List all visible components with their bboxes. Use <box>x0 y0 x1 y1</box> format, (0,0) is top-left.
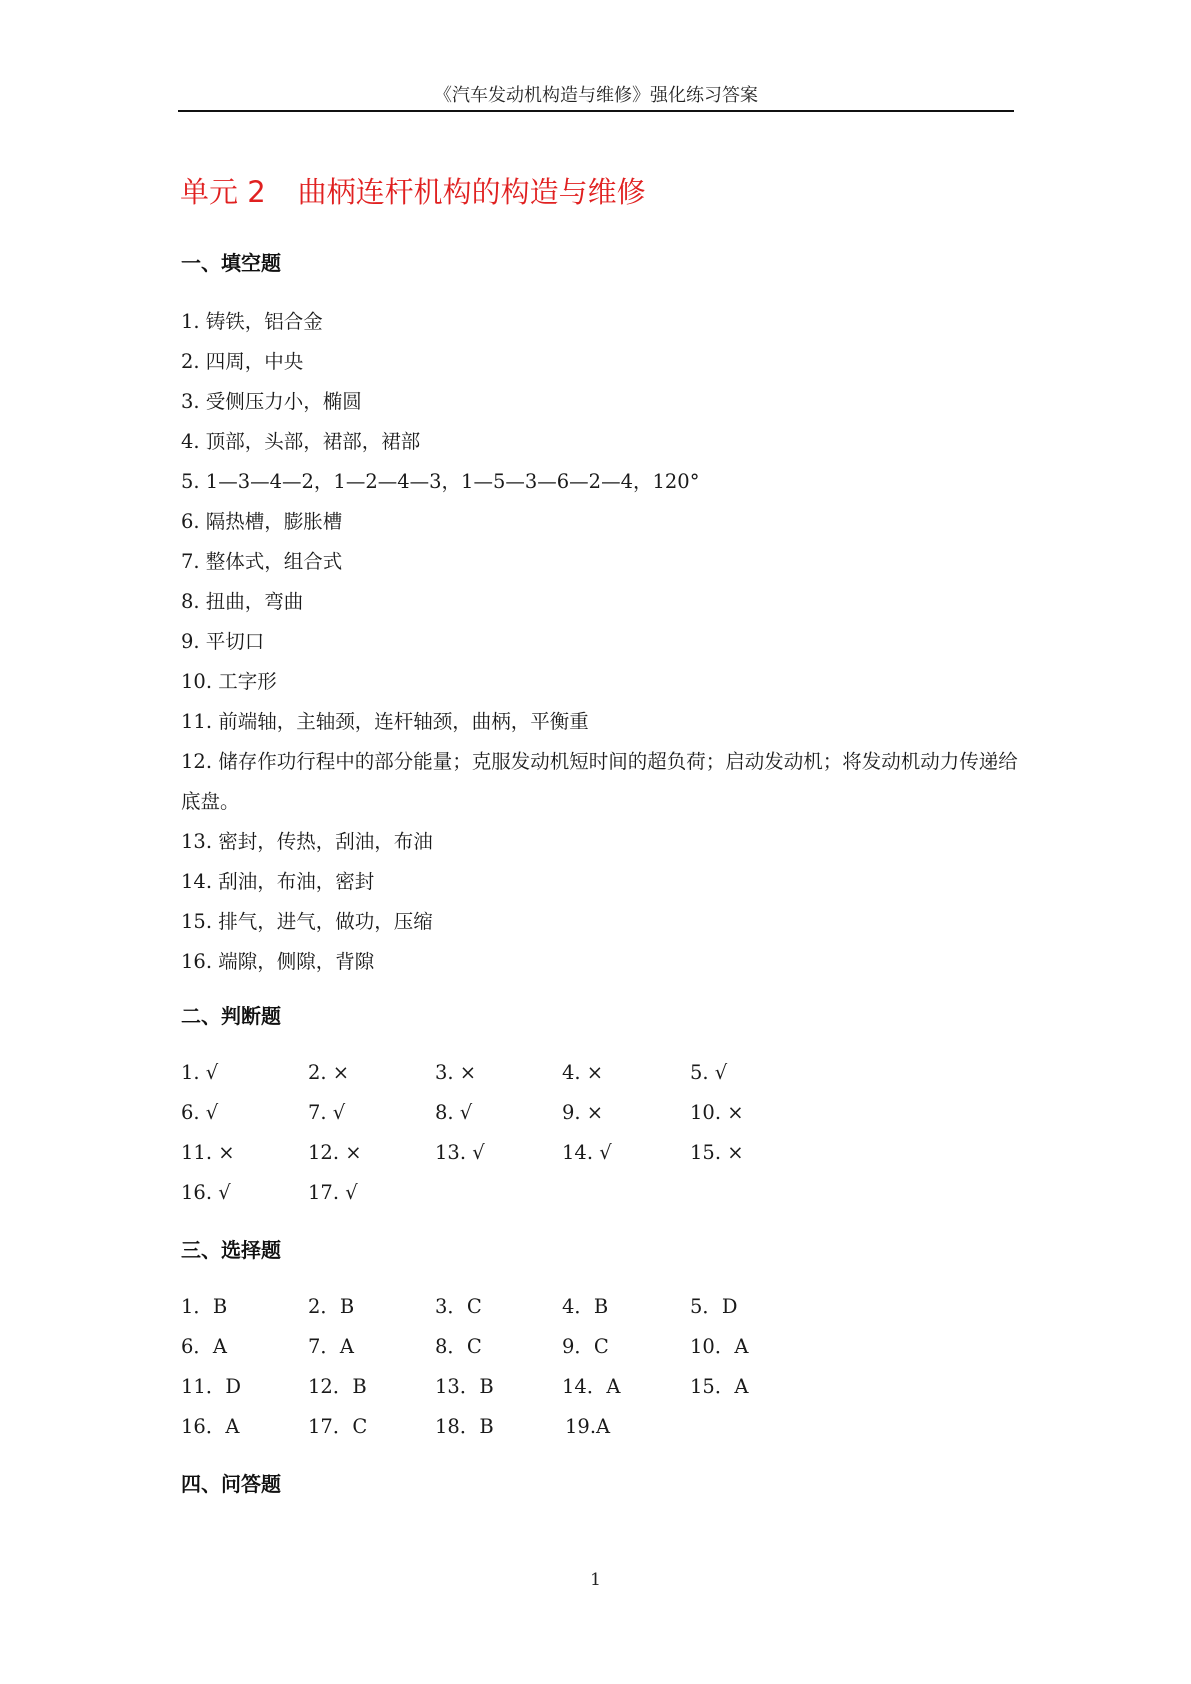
page-number: 1 <box>590 1570 601 1590</box>
unit-title <box>180 172 646 212</box>
fill-blank-list <box>181 302 1021 982</box>
list-item: 15. 排气，进气，做功，压缩 <box>181 910 433 933</box>
answer-cell: 9. × <box>562 1101 604 1124</box>
list-item: 5. 1—3—4—2，1—2—4—3，1—5—3—6—2—4，120° <box>181 470 700 493</box>
list-item: 3. 受侧压力小，椭圆 <box>181 390 362 413</box>
answer-cell: 16. √ <box>181 1181 231 1204</box>
answer-cell: 2．B <box>308 1295 355 1318</box>
list-item: 8. 扭曲，弯曲 <box>181 590 304 613</box>
list-item: 6. 隔热槽，膨胀槽 <box>181 510 343 533</box>
section-heading-fill-blank: 一、填空题 <box>181 251 281 275</box>
answer-cell: 5．D <box>690 1295 738 1318</box>
multiple-choice-answer-grid <box>181 1287 817 1447</box>
answer-cell: 4．B <box>562 1295 609 1318</box>
answer-cell: 1．B <box>181 1295 228 1318</box>
list-item: 7. 整体式，组合式 <box>181 550 343 573</box>
answer-cell: 7．A <box>308 1335 354 1358</box>
answer-cell: 17. √ <box>308 1181 358 1204</box>
answer-cell: 13. √ <box>435 1141 485 1164</box>
section-heading-short-answer: 四、问答题 <box>181 1472 281 1496</box>
answer-cell: 12．B <box>308 1375 367 1398</box>
answer-cell: 10. × <box>690 1101 744 1124</box>
answer-cell: 5. √ <box>690 1061 728 1084</box>
section-heading-multiple-choice: 三、选择题 <box>181 1238 281 1262</box>
list-item: 11. 前端轴，主轴颈，连杆轴颈，曲柄，平衡重 <box>181 710 589 733</box>
running-header: 《汽车发动机构造与维修》强化练习答案 <box>434 85 758 106</box>
answer-cell: 10．A <box>690 1335 749 1358</box>
answer-cell: 11. × <box>181 1141 235 1164</box>
answer-cell: 1. √ <box>181 1061 219 1084</box>
answer-cell: 6．A <box>181 1335 227 1358</box>
answer-cell: 11．D <box>181 1375 241 1398</box>
answer-cell: 2. × <box>308 1061 350 1084</box>
header-rule <box>178 110 1014 112</box>
answer-cell: 8. √ <box>435 1101 473 1124</box>
list-item: 4. 顶部，头部，裙部，裙部 <box>181 430 421 453</box>
list-item: 1. 铸铁，铝合金 <box>181 310 323 333</box>
answer-cell: 6. √ <box>181 1101 219 1124</box>
answer-cell: 14．A <box>562 1375 621 1398</box>
list-item: 13. 密封，传热，刮油，布油 <box>181 830 433 853</box>
answer-cell: 8．C <box>435 1335 482 1358</box>
answer-cell: 19.A <box>565 1415 611 1438</box>
answer-cell: 9．C <box>562 1335 609 1358</box>
answer-cell: 16．A <box>181 1415 240 1438</box>
unit-name: 曲柄连杆机构的构造与维修 <box>297 175 646 209</box>
answer-cell: 3．C <box>435 1295 482 1318</box>
answer-cell: 3. × <box>435 1061 477 1084</box>
list-item: 9. 平切口 <box>181 630 265 653</box>
answer-cell: 18．B <box>435 1415 494 1438</box>
answer-cell: 14. √ <box>562 1141 612 1164</box>
true-false-answer-grid <box>181 1053 817 1213</box>
list-item: 2. 四周，中央 <box>181 350 304 373</box>
answer-cell: 15．A <box>690 1375 749 1398</box>
answer-cell: 4. × <box>562 1061 604 1084</box>
list-item: 14. 刮油，布油，密封 <box>181 870 375 893</box>
answer-cell: 12. × <box>308 1141 362 1164</box>
list-item: 10. 工字形 <box>181 670 277 693</box>
list-item: 16. 端隙，侧隙，背隙 <box>181 950 375 973</box>
answer-cell: 17．C <box>308 1415 368 1438</box>
unit-number: 单元 2 <box>180 175 266 209</box>
section-heading-true-false: 二、判断题 <box>181 1004 281 1028</box>
answer-cell: 15. × <box>690 1141 744 1164</box>
list-item: 12. 储存作功行程中的部分能量；克服发动机短时间的超负荷；启动发动机；将发动机动力传递给底盘。 <box>181 750 1018 813</box>
answer-cell: 13．B <box>435 1375 494 1398</box>
answer-cell: 7. √ <box>308 1101 346 1124</box>
